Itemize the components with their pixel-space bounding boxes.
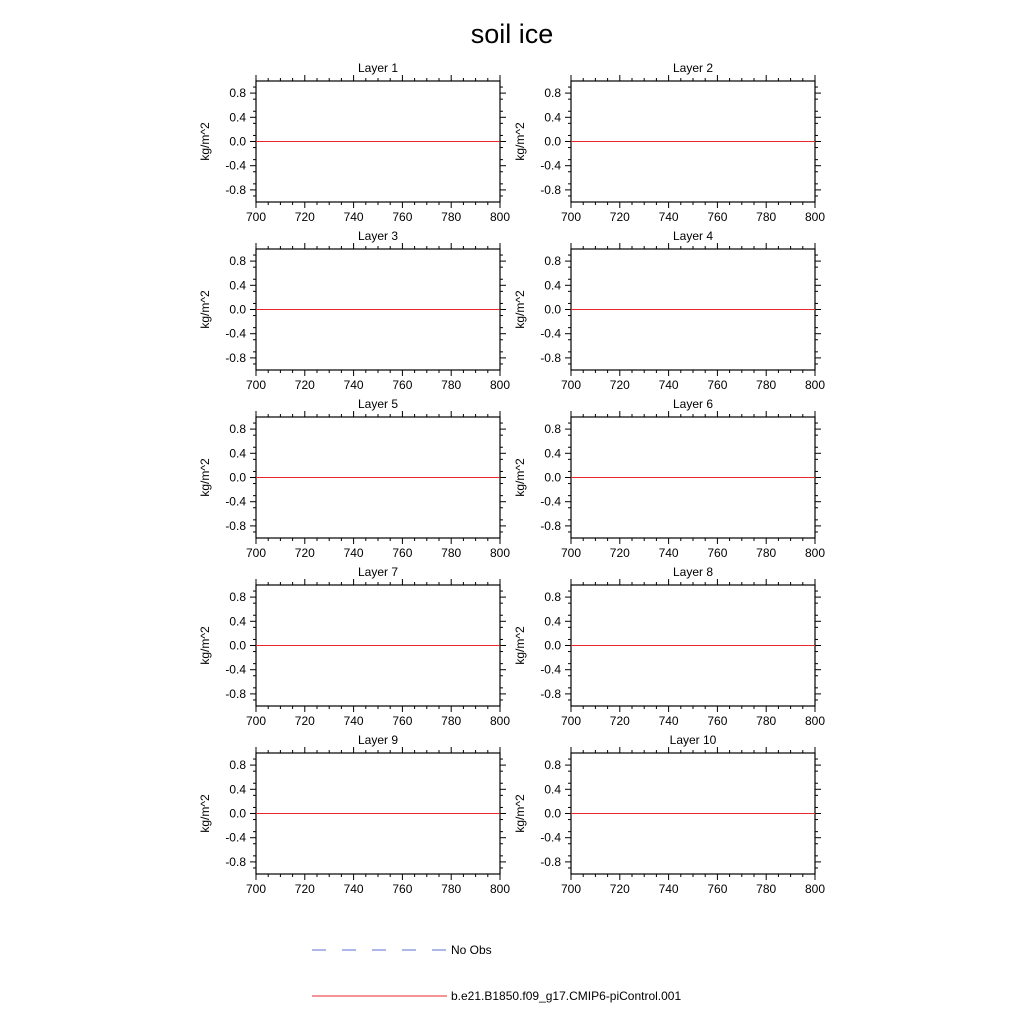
y-tick-label: 0.8 (229, 590, 246, 605)
panel-title: Layer 9 (357, 733, 399, 747)
x-tick-label: 700 (245, 546, 267, 560)
y-tick-label: 0.8 (544, 86, 561, 101)
y-tick-label: 0.0 (544, 470, 561, 485)
y-tick-label: 0.4 (229, 110, 246, 125)
y-tick-label: -0.8 (540, 182, 561, 197)
x-tick-label: 740 (343, 378, 364, 392)
x-tick-label: 700 (560, 210, 582, 224)
y-tick-label: -0.8 (540, 350, 561, 365)
y-axis-label: kg/m^2 (513, 290, 527, 329)
x-tick-label: 800 (804, 378, 826, 392)
panel-layer-1 (198, 61, 510, 224)
y-tick-label: -0.8 (225, 518, 246, 533)
x-tick-label: 720 (609, 882, 630, 896)
x-tick-label: 720 (294, 714, 315, 728)
y-tick-label: -0.8 (225, 854, 246, 869)
x-tick-label: 740 (658, 882, 679, 896)
y-tick-label: -0.4 (225, 326, 246, 341)
y-tick-label: 0.8 (544, 758, 561, 773)
y-tick-label: -0.8 (540, 854, 561, 869)
x-tick-label: 720 (294, 882, 315, 896)
x-tick-label: 780 (756, 714, 777, 728)
y-tick-label: 0.0 (544, 302, 561, 317)
x-tick-label: 740 (658, 378, 679, 392)
x-tick-label: 700 (245, 210, 267, 224)
legend-item (312, 943, 492, 957)
y-tick-label: -0.4 (225, 662, 246, 677)
y-tick-label: -0.4 (540, 662, 561, 677)
x-tick-label: 780 (441, 210, 462, 224)
x-tick-label: 740 (343, 882, 364, 896)
y-tick-label: 0.4 (229, 278, 246, 293)
x-tick-label: 760 (392, 546, 413, 560)
x-tick-label: 800 (804, 546, 826, 560)
y-axis-label: kg/m^2 (198, 794, 212, 833)
x-tick-label: 760 (392, 210, 413, 224)
y-axis-label: kg/m^2 (513, 122, 527, 161)
x-tick-label: 700 (560, 882, 582, 896)
x-tick-label: 780 (441, 546, 462, 560)
panel-layer-10 (513, 733, 825, 896)
y-tick-label: 0.0 (229, 470, 246, 485)
y-tick-label: -0.8 (225, 686, 246, 701)
x-tick-label: 800 (804, 882, 826, 896)
y-tick-label: 0.4 (544, 446, 561, 461)
y-tick-label: 0.8 (544, 422, 561, 437)
x-tick-label: 780 (756, 546, 777, 560)
legend-item (312, 989, 681, 1003)
x-tick-label: 760 (392, 714, 413, 728)
x-tick-label: 800 (489, 378, 511, 392)
panel-title: Layer 5 (357, 397, 399, 411)
panel-title: Layer 4 (672, 229, 714, 243)
y-tick-label: -0.8 (540, 518, 561, 533)
x-tick-label: 700 (245, 378, 267, 392)
legend-label: b.e21.B1850.f09_g17.CMIP6-piControl.001 (451, 989, 682, 1003)
x-tick-label: 760 (392, 378, 413, 392)
panel-title: Layer 3 (357, 229, 399, 243)
x-tick-label: 720 (609, 210, 630, 224)
x-tick-label: 760 (707, 546, 728, 560)
x-tick-label: 720 (609, 378, 630, 392)
panel-title: Layer 6 (672, 397, 714, 411)
legend-label: No Obs (451, 943, 492, 957)
y-axis-label: kg/m^2 (513, 794, 527, 833)
x-tick-label: 800 (489, 546, 511, 560)
y-tick-label: -0.4 (540, 158, 561, 173)
y-tick-label: 0.8 (229, 86, 246, 101)
x-tick-label: 720 (609, 546, 630, 560)
y-tick-label: 0.4 (544, 782, 561, 797)
x-tick-label: 700 (245, 714, 267, 728)
x-tick-label: 700 (245, 882, 267, 896)
y-tick-label: 0.8 (229, 254, 246, 269)
panel-layer-5 (198, 397, 510, 560)
x-tick-label: 800 (489, 210, 511, 224)
x-tick-label: 720 (294, 378, 315, 392)
x-tick-label: 780 (441, 714, 462, 728)
x-tick-label: 740 (658, 714, 679, 728)
panel-layer-9 (198, 733, 510, 896)
x-tick-label: 780 (756, 210, 777, 224)
panel-layer-7 (198, 565, 510, 728)
x-tick-label: 720 (294, 546, 315, 560)
panel-title: Layer 10 (669, 733, 717, 747)
x-tick-label: 740 (343, 714, 364, 728)
y-tick-label: 0.4 (229, 614, 246, 629)
y-axis-label: kg/m^2 (198, 122, 212, 161)
panel-layer-8 (513, 565, 825, 728)
x-tick-label: 760 (707, 210, 728, 224)
y-tick-label: 0.0 (229, 638, 246, 653)
panel-title: Layer 8 (672, 565, 714, 579)
y-axis-label: kg/m^2 (198, 458, 212, 497)
y-tick-label: 0.8 (229, 422, 246, 437)
x-tick-label: 780 (756, 882, 777, 896)
x-tick-label: 740 (658, 546, 679, 560)
x-tick-label: 760 (707, 882, 728, 896)
panel-layer-2 (513, 61, 825, 224)
y-tick-label: -0.4 (225, 158, 246, 173)
x-tick-label: 760 (707, 378, 728, 392)
y-tick-label: -0.4 (225, 494, 246, 509)
y-tick-label: -0.4 (540, 494, 561, 509)
y-tick-label: -0.4 (540, 830, 561, 845)
x-tick-label: 740 (658, 210, 679, 224)
x-tick-label: 800 (804, 714, 826, 728)
y-tick-label: 0.8 (544, 254, 561, 269)
y-axis-label: kg/m^2 (198, 626, 212, 665)
y-tick-label: -0.4 (540, 326, 561, 341)
y-tick-label: -0.4 (225, 830, 246, 845)
y-tick-label: 0.4 (544, 614, 561, 629)
panel-title: Layer 2 (672, 61, 714, 75)
y-tick-label: -0.8 (540, 686, 561, 701)
figure-title: soil ice (470, 19, 554, 49)
y-axis-label: kg/m^2 (513, 458, 527, 497)
x-tick-label: 760 (707, 714, 728, 728)
panel-layer-4 (513, 229, 825, 392)
y-tick-label: 0.0 (229, 302, 246, 317)
y-tick-label: 0.8 (229, 758, 246, 773)
x-tick-label: 800 (489, 714, 511, 728)
panel-layer-3 (198, 229, 510, 392)
x-tick-label: 700 (560, 378, 582, 392)
y-tick-label: 0.4 (544, 110, 561, 125)
x-tick-label: 740 (343, 546, 364, 560)
y-axis-label: kg/m^2 (198, 290, 212, 329)
x-tick-label: 800 (804, 210, 826, 224)
y-tick-label: 0.4 (544, 278, 561, 293)
x-tick-label: 780 (756, 378, 777, 392)
y-tick-label: 0.4 (229, 446, 246, 461)
x-tick-label: 760 (392, 882, 413, 896)
y-tick-label: 0.0 (229, 134, 246, 149)
y-axis-label: kg/m^2 (513, 626, 527, 665)
y-tick-label: 0.8 (544, 590, 561, 605)
x-tick-label: 780 (441, 378, 462, 392)
panel-grid (198, 61, 825, 896)
y-tick-label: 0.0 (544, 638, 561, 653)
y-tick-label: 0.0 (544, 806, 561, 821)
x-tick-label: 720 (609, 714, 630, 728)
x-tick-label: 720 (294, 210, 315, 224)
panel-title: Layer 7 (357, 565, 399, 579)
y-tick-label: -0.8 (225, 350, 246, 365)
y-tick-label: -0.8 (225, 182, 246, 197)
x-tick-label: 740 (343, 210, 364, 224)
panel-layer-6 (513, 397, 825, 560)
y-tick-label: 0.4 (229, 782, 246, 797)
y-tick-label: 0.0 (229, 806, 246, 821)
x-tick-label: 780 (441, 882, 462, 896)
x-tick-label: 700 (560, 546, 582, 560)
x-tick-label: 800 (489, 882, 511, 896)
x-tick-label: 700 (560, 714, 582, 728)
panel-title: Layer 1 (357, 61, 399, 75)
legend (312, 943, 681, 1003)
y-tick-label: 0.0 (544, 134, 561, 149)
